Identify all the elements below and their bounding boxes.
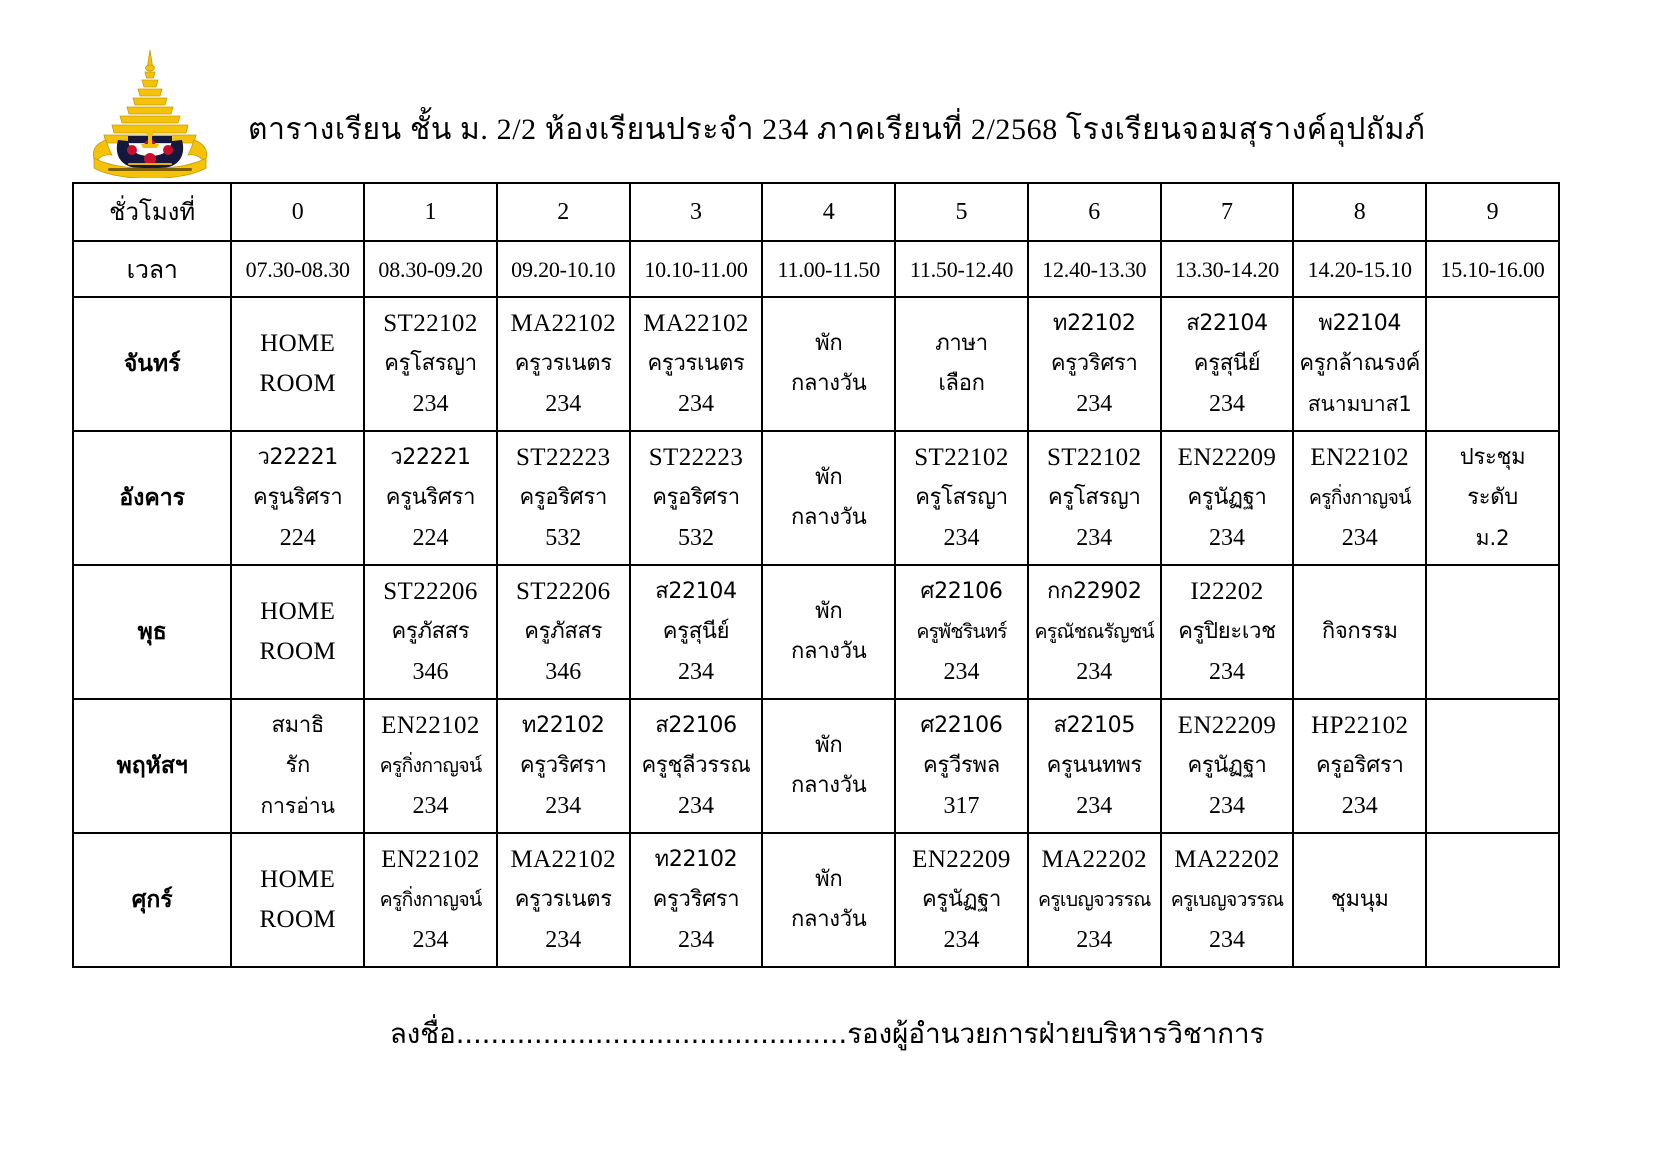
schedule-cell: [895, 699, 1028, 833]
day-label-4: ศุกร์: [73, 833, 231, 967]
cell-line: EN22102: [381, 712, 480, 739]
cell-line: พัก: [815, 733, 843, 758]
cell-line: ม.2: [1475, 526, 1510, 550]
cell-line: EN22209: [1177, 712, 1277, 739]
schedule-cell: [1426, 833, 1559, 967]
schedule-cell: [630, 833, 763, 967]
cell-line: ท22102: [521, 713, 605, 738]
cell-line: ส22104: [1186, 311, 1268, 336]
period-header-label: ชั่วโมงที่: [73, 183, 231, 241]
cell-line: ROOM: [259, 370, 337, 397]
cell-line: 234: [1076, 391, 1113, 417]
period-header-row: [73, 183, 1559, 241]
table-row: [73, 431, 1559, 565]
time-range-4: 11.00-11.50: [762, 241, 895, 297]
day-label-1: อังคาร: [73, 431, 231, 565]
signature-line: ลงชื่อ.............................................รองผู้อำนวยการฝ่ายบริหารวิชาการ: [389, 1017, 1265, 1050]
schedule-cell: [1293, 297, 1426, 431]
schedule-cell: [630, 699, 763, 833]
cell-line: พัก: [815, 599, 843, 624]
cell-line: สมาธิ: [271, 713, 324, 738]
schedule-cell: [630, 431, 763, 565]
cell-line: 532: [678, 525, 714, 551]
cell-line: ว22221: [390, 445, 471, 470]
cell-line: ครูโสรญา: [915, 485, 1008, 510]
cell-line: HOME: [260, 330, 336, 357]
cell-line: ครูนนทพร: [1046, 753, 1142, 778]
period-number-8: 8: [1293, 183, 1426, 241]
cell-line: ระดับ: [1467, 485, 1518, 510]
cell-line: 224: [279, 525, 316, 551]
cell-line: ST22206: [516, 578, 611, 605]
cell-line: EN22209: [1177, 444, 1277, 471]
time-range-1: 08.30-09.20: [364, 241, 497, 297]
period-number-4: 4: [762, 183, 895, 241]
cell-line: ว22221: [257, 445, 339, 470]
cell-line: พัก: [815, 331, 843, 356]
cell-line: ครูสุนีย์: [1193, 351, 1261, 376]
cell-line: ส22104: [655, 579, 737, 604]
cell-line: ครูวรเนตร: [647, 351, 745, 376]
time-range-3: 10.10-11.00: [630, 241, 763, 297]
cell-line: ครูนัฏฐา: [1187, 485, 1267, 510]
cell-line: กลางวัน: [791, 639, 867, 664]
cell-line: ครูกิ่งกาญจน์: [379, 754, 482, 777]
cell-line: พัก: [815, 465, 843, 490]
schedule-cell: [1426, 699, 1559, 833]
day-label-3: พฤหัสฯ: [73, 699, 231, 833]
cell-line: ครูนริศรา: [385, 485, 476, 510]
cell-line: ศ22106: [920, 713, 1003, 738]
schedule-cell: [1028, 699, 1161, 833]
schedule-cell: [630, 565, 763, 699]
schedule-cell: [1426, 431, 1559, 565]
schedule-cell: [1161, 565, 1294, 699]
cell-line: 234: [545, 793, 582, 819]
schedule-cell: [364, 699, 497, 833]
cell-line: กิจกรรม: [1321, 619, 1398, 644]
schedule-cell: [1293, 565, 1426, 699]
document-footer: [0, 1012, 1654, 1056]
cell-line: ครูโสรญา: [384, 351, 477, 376]
cell-line: 224: [412, 525, 449, 551]
cell-line: ST22223: [516, 444, 611, 471]
schedule-cell: [762, 565, 895, 699]
cell-line: ST22223: [648, 444, 744, 471]
cell-line: สนามบาส1: [1307, 392, 1412, 416]
cell-line: 234: [943, 659, 980, 685]
time-range-5: 11.50-12.40: [895, 241, 1028, 297]
cell-line: MA22202: [1041, 846, 1148, 873]
time-range-9: 15.10-16.00: [1426, 241, 1559, 297]
table-row: [73, 297, 1559, 431]
time-range-6: 12.40-13.30: [1028, 241, 1161, 297]
cell-line: 317: [943, 793, 980, 819]
time-header-label: เวลา: [73, 241, 231, 297]
cell-line: ครูอริศรา: [1315, 753, 1404, 778]
period-number-0: 0: [231, 183, 364, 241]
cell-line: 234: [1209, 525, 1245, 551]
cell-line: ครูนริศรา: [253, 485, 343, 510]
cell-line: 234: [1076, 927, 1113, 953]
cell-line: MA22102: [643, 310, 749, 337]
cell-line: ครูวรเนตร: [514, 351, 612, 376]
cell-line: ครูกิ่งกาญจน์: [1308, 486, 1411, 509]
cell-line: I22202: [1190, 578, 1264, 605]
cell-line: EN22102: [1310, 444, 1410, 471]
cell-line: HP22102: [1311, 712, 1409, 739]
cell-line: ท22102: [1052, 311, 1136, 336]
cell-line: ครูภัสสร: [524, 619, 603, 644]
time-range-8: 14.20-15.10: [1293, 241, 1426, 297]
schedule-cell: [497, 699, 630, 833]
cell-line: 234: [678, 927, 714, 953]
schedule-cell: [364, 431, 497, 565]
school-emblem-logo: [84, 44, 216, 178]
cell-line: ครูนัฏฐา: [1187, 753, 1267, 778]
schedule-cell: [895, 431, 1028, 565]
cell-line: EN22102: [381, 846, 480, 873]
cell-line: ส22106: [655, 713, 737, 738]
cell-line: ST22206: [383, 578, 478, 605]
cell-line: ครูภัสสร: [391, 619, 470, 644]
cell-line: 234: [1076, 793, 1113, 819]
schedule-cell: [1161, 699, 1294, 833]
schedule-cell: [231, 297, 364, 431]
cell-line: ครูกล้าณรงค์: [1299, 351, 1421, 376]
schedule-cell: [1161, 431, 1294, 565]
schedule-cell: [895, 833, 1028, 967]
time-range-0: 07.30-08.30: [231, 241, 364, 297]
cell-line: HOME: [260, 866, 336, 893]
timetable-container: [72, 182, 1560, 968]
schedule-cell: [231, 565, 364, 699]
schedule-cell: [497, 833, 630, 967]
schedule-cell: [1161, 297, 1294, 431]
cell-line: 234: [1076, 659, 1113, 685]
cell-line: 532: [545, 525, 582, 551]
day-label-2: พุธ: [73, 565, 231, 699]
cell-line: ครูชุลีวรรณ: [641, 753, 751, 778]
schedule-cell: [231, 833, 364, 967]
period-number-2: 2: [497, 183, 630, 241]
schedule-cell: [1028, 431, 1161, 565]
cell-line: ครูวีรพล: [923, 753, 1000, 778]
cell-line: 234: [1209, 659, 1245, 685]
schedule-cell: [364, 565, 497, 699]
schedule-cell: [1028, 565, 1161, 699]
cell-line: เลือก: [938, 371, 985, 396]
timetable: [72, 182, 1560, 968]
schedule-cell: [231, 699, 364, 833]
cell-line: ครูณัชณรัญชน์: [1034, 620, 1154, 643]
time-header-row: [73, 241, 1559, 297]
cell-line: ครูนัฏฐา: [921, 887, 1002, 912]
cell-line: ภาษา: [935, 331, 988, 356]
schedule-cell: [630, 297, 763, 431]
schedule-cell: [364, 297, 497, 431]
cell-line: ROOM: [259, 906, 337, 933]
cell-line: 234: [943, 927, 980, 953]
cell-line: พ22104: [1318, 311, 1402, 336]
cell-line: กลางวัน: [791, 505, 867, 530]
schedule-cell: [497, 565, 630, 699]
cell-line: 234: [678, 391, 714, 417]
document-header: [0, 0, 1654, 182]
schedule-cell: [1293, 699, 1426, 833]
schedule-cell: [1161, 833, 1294, 967]
cell-line: 234: [412, 927, 449, 953]
cell-line: ST22102: [914, 444, 1009, 471]
cell-line: ครูเบญจวรรณ: [1037, 888, 1151, 911]
time-range-7: 13.30-14.20: [1161, 241, 1294, 297]
cell-line: HOME: [260, 598, 336, 625]
cell-line: การอ่าน: [260, 794, 336, 818]
cell-line: 234: [545, 927, 582, 953]
cell-line: กลางวัน: [791, 773, 867, 798]
cell-line: ครูสุนีย์: [662, 619, 730, 644]
schedule-cell: [762, 431, 895, 565]
schedule-cell: [497, 431, 630, 565]
cell-line: 346: [545, 659, 582, 685]
cell-line: 234: [1341, 525, 1378, 551]
cell-line: ครูปิยะเวช: [1178, 619, 1276, 644]
cell-line: 234: [678, 659, 714, 685]
cell-line: 234: [1341, 793, 1378, 819]
cell-line: ครูกิ่งกาญจน์: [379, 888, 482, 911]
page-title: ตารางเรียน ชั้น ม. 2/2 ห้องเรียนประจำ 234 ภาคเรียนที่ 2/2568 โรงเรียนจอมสุรางค์อุปถัมภ์: [248, 113, 1426, 146]
schedule-cell: [1293, 431, 1426, 565]
cell-line: 234: [1209, 793, 1245, 819]
cell-line: ครูโสรญา: [1047, 485, 1141, 510]
cell-line: ครูอริศรา: [652, 485, 740, 510]
cell-line: 234: [1209, 927, 1245, 953]
schedule-cell: [497, 297, 630, 431]
cell-line: ศ22106: [920, 579, 1003, 604]
cell-line: ส22105: [1053, 713, 1136, 738]
schedule-cell: [895, 297, 1028, 431]
cell-line: ครูเบญจวรรณ: [1170, 888, 1284, 911]
schedule-cell: [231, 431, 364, 565]
cell-line: กลางวัน: [791, 907, 867, 932]
cell-line: ท22102: [654, 847, 738, 872]
schedule-cell: [1028, 833, 1161, 967]
period-number-3: 3: [630, 183, 763, 241]
cell-line: ST22102: [1047, 444, 1142, 471]
schedule-cell: [364, 833, 497, 967]
table-row: [73, 565, 1559, 699]
cell-line: ครูวริศรา: [1050, 351, 1138, 376]
cell-line: ครูพัชรินทร์: [916, 620, 1007, 643]
period-number-7: 7: [1161, 183, 1294, 241]
table-row: [73, 699, 1559, 833]
cell-line: ST22102: [383, 310, 478, 337]
cell-line: ประชุม: [1459, 445, 1526, 470]
table-row: [73, 833, 1559, 967]
schedule-cell: [1293, 833, 1426, 967]
cell-line: ครูวริศรา: [519, 753, 607, 778]
cell-line: 234: [678, 793, 714, 819]
cell-line: ชุมนุม: [1330, 887, 1389, 912]
period-number-9: 9: [1426, 183, 1559, 241]
cell-line: ครูวรเนตร: [514, 887, 612, 912]
cell-line: 234: [412, 793, 449, 819]
schedule-cell: [895, 565, 1028, 699]
cell-line: MA22202: [1174, 846, 1280, 873]
cell-line: ครูอริศรา: [519, 485, 608, 510]
schedule-cell: [1426, 297, 1559, 431]
schedule-cell: [1426, 565, 1559, 699]
schedule-cell: [1028, 297, 1161, 431]
cell-line: 234: [943, 525, 980, 551]
cell-line: EN22209: [912, 846, 1011, 873]
cell-line: 346: [412, 659, 449, 685]
day-label-0: จันทร์: [73, 297, 231, 431]
cell-line: MA22102: [510, 846, 617, 873]
cell-line: 234: [545, 391, 582, 417]
cell-line: 234: [1209, 391, 1245, 417]
time-range-2: 09.20-10.10: [497, 241, 630, 297]
cell-line: MA22102: [510, 310, 617, 337]
schedule-cell: [762, 699, 895, 833]
cell-line: พัก: [815, 867, 843, 892]
cell-line: กก22902: [1046, 579, 1142, 604]
cell-line: 234: [412, 391, 449, 417]
cell-line: ครูวริศรา: [652, 887, 740, 912]
schedule-cell: [762, 297, 895, 431]
period-number-5: 5: [895, 183, 1028, 241]
cell-line: รัก: [285, 753, 311, 778]
period-number-6: 6: [1028, 183, 1161, 241]
cell-line: 234: [1076, 525, 1113, 551]
cell-line: กลางวัน: [791, 371, 867, 396]
cell-line: ROOM: [259, 638, 337, 665]
schedule-cell: [762, 833, 895, 967]
period-number-1: 1: [364, 183, 497, 241]
